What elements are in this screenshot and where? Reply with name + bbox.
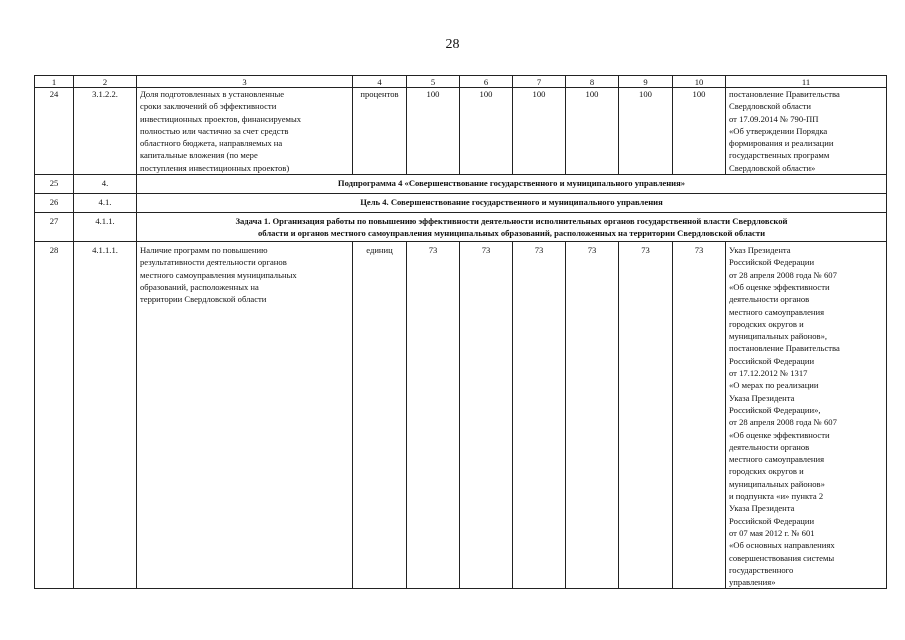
header-cell: 5 [407, 76, 460, 88]
row-code: 3.1.2.2. [74, 88, 137, 175]
header-cell: 9 [619, 76, 673, 88]
row-code: 4.1. [74, 194, 137, 213]
header-cell: 8 [566, 76, 619, 88]
page-number: 28 [445, 37, 460, 52]
header-cell: 1 [35, 76, 74, 88]
row-number: 25 [35, 175, 74, 194]
header-cell: 2 [74, 76, 137, 88]
row-number: 28 [35, 242, 74, 589]
row-code: 4.1.1.1. [74, 242, 137, 589]
subprogram-row [35, 175, 887, 194]
goal-row [35, 194, 887, 213]
value-cell: 73 [673, 242, 726, 589]
header-row [35, 76, 887, 88]
header-cell: 10 [673, 76, 726, 88]
row-code: 4. [74, 175, 137, 194]
row-number: 27 [35, 213, 74, 242]
header-cell: 7 [513, 76, 566, 88]
value-cell: 73 [407, 242, 460, 589]
unit: процентов [353, 88, 407, 175]
value-cell: 100 [513, 88, 566, 175]
indicator-name: Доля подготовленных в установленные сроки заключений об эффективности инвестиционных проектов, финансируемых полностью или частично за счет средств областного бюджета, направляемых на капитальные вложения (по мере поступления инвестиционных проектов) [137, 88, 353, 175]
indicators-table [34, 75, 887, 589]
indicator-name: Наличие программ по повышению результативности деятельности органов местного самоуправления муниципальных образований, расположенных на территории Свердловской области [137, 242, 353, 589]
value-cell: 100 [673, 88, 726, 175]
value-cell: 100 [566, 88, 619, 175]
value-cell: 100 [619, 88, 673, 175]
value-cell: 73 [460, 242, 513, 589]
table-row [35, 88, 887, 175]
header-cell: 11 [726, 76, 887, 88]
header-cell: 4 [353, 76, 407, 88]
header-cell: 6 [460, 76, 513, 88]
value-cell: 73 [513, 242, 566, 589]
value-cell: 73 [566, 242, 619, 589]
value-cell: 100 [460, 88, 513, 175]
goal-title: Цель 4. Совершенствование государственного и муниципального управления [137, 194, 887, 213]
row-code: 4.1.1. [74, 213, 137, 242]
task-row [35, 213, 887, 242]
value-cell: 73 [619, 242, 673, 589]
row-number: 24 [35, 88, 74, 175]
unit: единиц [353, 242, 407, 589]
subprogram-title: Подпрограмма 4 «Совершенствование государственного и муниципального управления» [137, 175, 887, 194]
row-number: 26 [35, 194, 74, 213]
task-title: Задача 1. Организация работы по повышению эффективности деятельности исполнительных органов государственной власти Свердловской области и органов местного самоуправления муниципальных образований, расположенных на территории Свердловской области [137, 213, 887, 242]
header-cell: 3 [137, 76, 353, 88]
table-row [35, 242, 887, 589]
value-cell: 100 [407, 88, 460, 175]
legal-basis: постановление Правительства Свердловской области от 17.09.2014 № 790-ПП «Об утверждении Порядка формирования и реализации государственных программ Свердловской области» [726, 88, 887, 175]
legal-basis: Указ Президента Российской Федерации от 28 апреля 2008 года № 607 «Об оценке эффективности деятельности органов местного самоуправления городских округов и муниципальных районов», постановление Правительства Российской Федерации от 17.12.2012 № 1317 «О мерах по реализации Указа Президента Российской Федерации», от 28 апреля 2008 года № 607 «Об оценке эффективности деятельности органов местного самоуправления городских округов и муниципальных районов» и подпункта «и» пункта 2 Указа Президента Российской Федерации от 07 мая 2012 г. № 601 «Об основных направлениях совершенствования системы государственного управления» [726, 242, 887, 589]
